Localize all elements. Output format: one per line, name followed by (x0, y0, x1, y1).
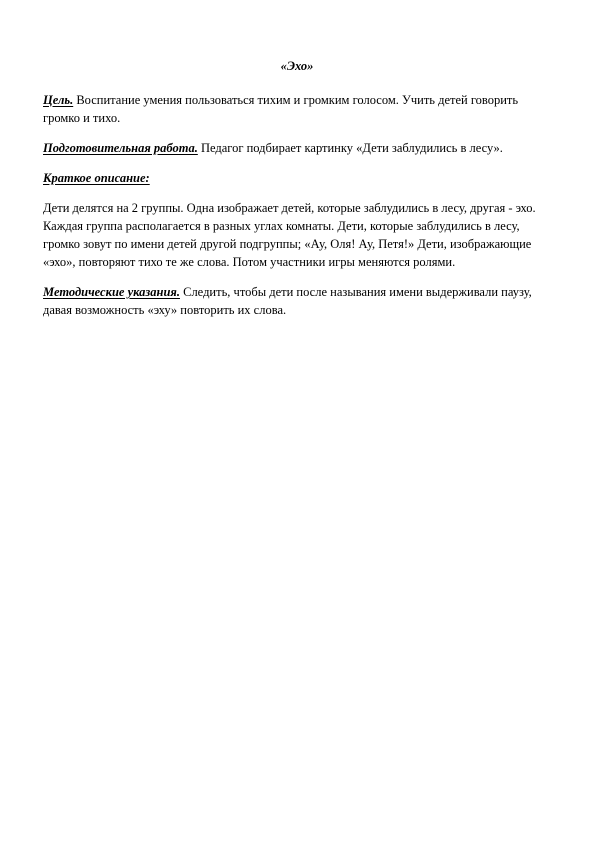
document-title: «Эхо» (280, 59, 314, 73)
preparation-paragraph (43, 139, 551, 157)
guidelines-text: Следить, чтобы дети после называния имени выдерживали паузу, давая возможность «эху» повторить их слова. (43, 285, 532, 317)
guidelines-paragraph (43, 283, 551, 319)
guidelines-label: Методические указания. (43, 285, 180, 299)
goal-label: Цель. (43, 93, 74, 107)
goal-paragraph (43, 91, 551, 127)
goal-text: Воспитание умения пользоваться тихим и громким голосом. Учить детей говорить громко и тихо. (43, 93, 519, 125)
description-paragraph: Дети делятся на 2 группы. Одна изображает детей, которые заблудились в лесу, другая - эхо. Каждая группа располагается в разных углах комнаты. Дети, которые заблудились в лесу, громко зовут по имени детей другой подгруппы; «Ау, Оля! Ау, Петя!» Дети, изображающие «эхо», повторяют тихо те же слова. Потом участники игры меняются ролями. (43, 201, 536, 269)
preparation-text: Педагог подбирает картинку «Дети заблудились в лесу». (197, 141, 503, 155)
preparation-label: Подготовительная работа. (43, 141, 198, 155)
description-heading (43, 169, 551, 187)
description-label: Краткое описание: (43, 171, 150, 185)
